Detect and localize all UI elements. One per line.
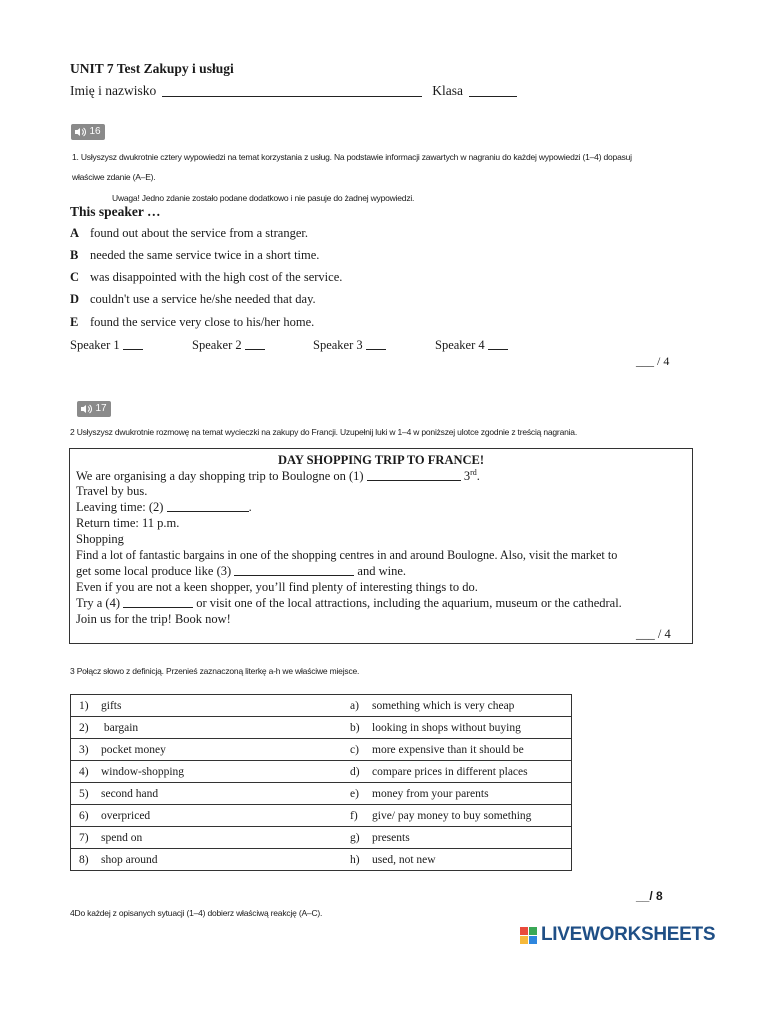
table-row: 4) window-shopping d) compare prices in different places	[71, 761, 572, 783]
table-row: 3) pocket money c) more expensive than it should be	[71, 739, 572, 761]
speaker-1-answer[interactable]	[123, 349, 143, 350]
task1-instruction-cont: właściwe zdanie (A–E).	[72, 172, 156, 182]
table-row: 8) shop around h) used, not new	[71, 849, 572, 871]
option-e: E found the service very close to his/her home.	[70, 315, 315, 329]
task2-score: ___ / 4	[636, 627, 671, 641]
flyer-line-3: Leaving time: (2) .	[76, 500, 252, 514]
option-b: B needed the same service twice in a short time.	[70, 248, 320, 262]
matching-table	[70, 694, 572, 871]
gap-4-input[interactable]	[123, 607, 193, 608]
speaker-4-answer[interactable]	[488, 349, 508, 350]
flyer-line-4: Return time: 11 p.m.	[76, 516, 180, 530]
flyer-line-10: Join us for the trip! Book now!	[76, 612, 231, 626]
task3-score: __/ 8	[636, 889, 663, 903]
flyer-line-1: We are organising a day shopping trip to Boulogne on (1) 3rd.	[76, 468, 480, 484]
option-a: A found out about the service from a stranger.	[70, 226, 308, 240]
speaker-2: Speaker 2	[192, 338, 265, 353]
table-row: 6) overpriced f) give/ pay money to buy something	[71, 805, 572, 827]
speaker-2-answer[interactable]	[245, 349, 265, 350]
liveworksheets-logo	[520, 924, 715, 946]
option-c: C was disappointed with the high cost of the service.	[70, 270, 343, 284]
speaker-icon	[75, 127, 86, 137]
flyer-line-6: Find a lot of fantastic bargains in one of the shopping centres in and around Boulogne. Also, visit the market to	[76, 548, 618, 562]
gap-1-input[interactable]	[367, 480, 461, 481]
flyer-line-7: get some local produce like (3) and wine.	[76, 564, 407, 578]
speaker-4: Speaker 4	[435, 338, 508, 353]
flyer-line-9: Try a (4) or visit one of the local attractions, including the aquarium, museum or the cathedral.	[76, 596, 622, 610]
task4-instruction: 4Do każdej z opisanych sytuacji (1–4) dobierz właściwą reakcję (A–C).	[70, 908, 323, 918]
option-d: D couldn't use a service he/she needed that day.	[70, 292, 316, 306]
audio-track-16-button[interactable]	[71, 124, 105, 140]
name-class-line	[70, 83, 517, 99]
audio-track-number: 17	[95, 403, 107, 414]
class-label: Klasa	[432, 83, 463, 98]
speaker-3: Speaker 3	[313, 338, 386, 353]
flyer-line-2: Travel by bus.	[76, 484, 148, 498]
speaker-1: Speaker 1	[70, 338, 143, 353]
task1-instruction: 1. Usłyszysz dwukrotnie cztery wypowiedzi na temat korzystania z usług. Na podstawie informacji zawartych w nagraniu do każdej wypowiedzi (1–4) dopasuj	[72, 152, 632, 162]
test-title: UNIT 7 Test Zakupy i usługi	[70, 61, 234, 76]
table-row: 1) gifts a) something which is very cheap	[71, 695, 572, 717]
flyer-line-8: Even if you are not a keen shopper, you’ll find plenty of interesting things to do.	[76, 580, 478, 594]
table-row: 5) second hand e) money from your parents	[71, 783, 572, 805]
name-label: Imię i nazwisko	[70, 83, 157, 98]
brand-name: LIVEWORKSHEETS	[541, 924, 716, 945]
gap-3-input[interactable]	[234, 575, 354, 576]
task3-instruction: 3 Połącz słowo z definicją. Przenieś zaznaczoną literkę a-h we właściwe miejsce.	[70, 666, 360, 676]
class-field[interactable]	[469, 84, 517, 97]
table-row: 2) bargain b) looking in shops without buying	[71, 717, 572, 739]
audio-track-17-button[interactable]	[77, 401, 111, 417]
flyer-title: DAY SHOPPING TRIP TO FRANCE!	[277, 453, 485, 467]
liveworksheets-logo-icon	[520, 927, 537, 944]
task1-note: Uwaga! Jedno zdanie zostało podane dodatkowo i nie pasuje do żadnej wypowiedzi.	[112, 193, 415, 203]
speaker-3-answer[interactable]	[366, 349, 386, 350]
flyer-line-5: Shopping	[76, 532, 124, 546]
task1-lead: This speaker …	[70, 204, 161, 219]
speaker-icon	[81, 404, 92, 414]
table-row: 7) spend on g) presents	[71, 827, 572, 849]
audio-track-number: 16	[89, 126, 101, 137]
gap-2-input[interactable]	[167, 511, 249, 512]
task1-score: ___ / 4	[636, 354, 670, 368]
task2-instruction: 2 Usłyszysz dwukrotnie rozmowę na temat wycieczki na zakupy do Francji. Uzupełnij luki w 1–4 w poniższej ulotce zgodnie z treścią nagrania.	[70, 427, 577, 437]
trip-flyer	[69, 448, 693, 644]
name-field[interactable]	[162, 84, 422, 97]
